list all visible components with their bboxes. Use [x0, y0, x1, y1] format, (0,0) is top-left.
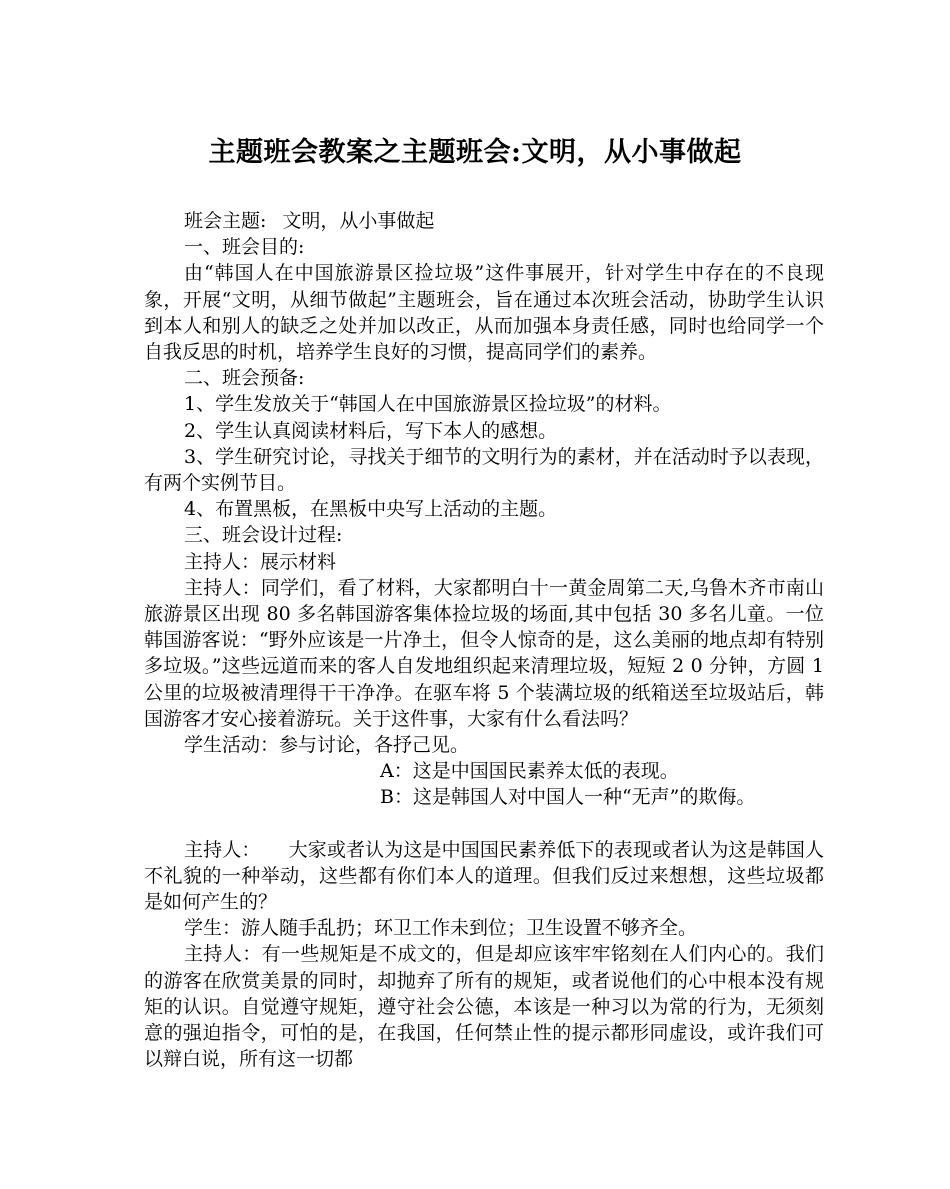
- prep-item: 2、学生认真阅读材料后，写下本人的感想。: [184, 419, 558, 442]
- document-title: 主题班会教案之主题班会:文明，从小事做起: [208, 137, 742, 168]
- host-speech-paragraph-2: [144, 837, 824, 916]
- section2-heading: 二、班会预备:: [184, 367, 305, 390]
- option-a: A：这是中国国民素养太低的表现。: [380, 760, 679, 783]
- prep-item: 3、学生研究讨论，寻找关于细节的文明行为的素材，并在活动时予以表现，有两个实例节目。: [144, 445, 824, 495]
- document-body: [144, 208, 824, 1073]
- host-speech-paragraph-3: 主持人：有一些规矩是不成文的，但是却应该牢牢铭刻在人们内心的。我们的游客在欣赏美景的同时，却抛弃了所有的规矩，或者说他们的心中根本没有规矩的认识。自觉遵守规矩，遵守社会公德，本该是一种习以为常的行为，无须刻意的强迫指令，可怕的是，在我国，任何禁止性的提示都形同虚设，或许我们可以辩白说，所有这一切都: [144, 943, 824, 1071]
- section3-heading: 三、班会设计过程:: [184, 524, 343, 547]
- theme-value: 文明，从小事做起: [282, 210, 435, 232]
- prep-item: 4、布置黑板，在黑板中央写上活动的主题。: [184, 498, 558, 521]
- blank-line: [144, 811, 824, 837]
- student-answer: 学生：游人随手乱扔；环卫工作未到位；卫生设置不够齐全。: [184, 917, 698, 940]
- student-activity: 学生活动：参与讨论，各抒己见。: [184, 734, 470, 757]
- section1-paragraph: 由“韩国人在中国旅游景区捡垃圾”这件事展开，针对学生中存在的不良现象，开展“文明，从细节做起”主题班会，旨在通过本次班会活动，协助学生认识到本人和别人的缺乏之处并加以改正，从而加强本身责任感，同时也给同学一个自我反思的时机，培养学生良好的习惯，提高同学们的素养。: [144, 262, 824, 364]
- theme-label: 班会主题:: [184, 210, 267, 232]
- host-show-material: 主持人：展示材料: [184, 550, 337, 573]
- section1-heading: 一、班会目的:: [184, 236, 305, 259]
- host-speech-paragraph: 主持人：同学们，看了材料，大家都明白十一黄金周第二天,乌鲁木齐市南山旅游景区出现 80 多名韩国游客集体捡垃圾的场面,其中包括 30 多名儿童。一位韩国游客说：“野外应该是一片净土，但令人惊奇的是，这么美丽的地点却有特别多垃圾。”这些远道而来的客人自发地组织起来清理垃圾，短短 2 0 分钟，方圆 1 公里的垃圾被清理得干干净净。在驱车将 5 个装满垃圾的纸箱送至垃圾站后，韩国游客才安心接着游玩。关于这件事，大家有什么看法吗？: [144, 576, 824, 730]
- option-b: B：这是韩国人对中国人一种“无声”的欺侮。: [380, 786, 756, 809]
- prep-item: 1、学生发放关于“韩国人在中国旅游景区捡垃圾”的材料。: [184, 393, 672, 416]
- theme-line: [144, 208, 824, 234]
- host-label: 主持人：: [184, 838, 261, 861]
- host-speech-text: 大家或者认为这是中国国民素养低下的表现或者认为这是韩国人不礼貌的一种举动，这些都有你们本人的道理。但我们反过来想想，这些垃圾都是如何产生的？: [144, 838, 824, 914]
